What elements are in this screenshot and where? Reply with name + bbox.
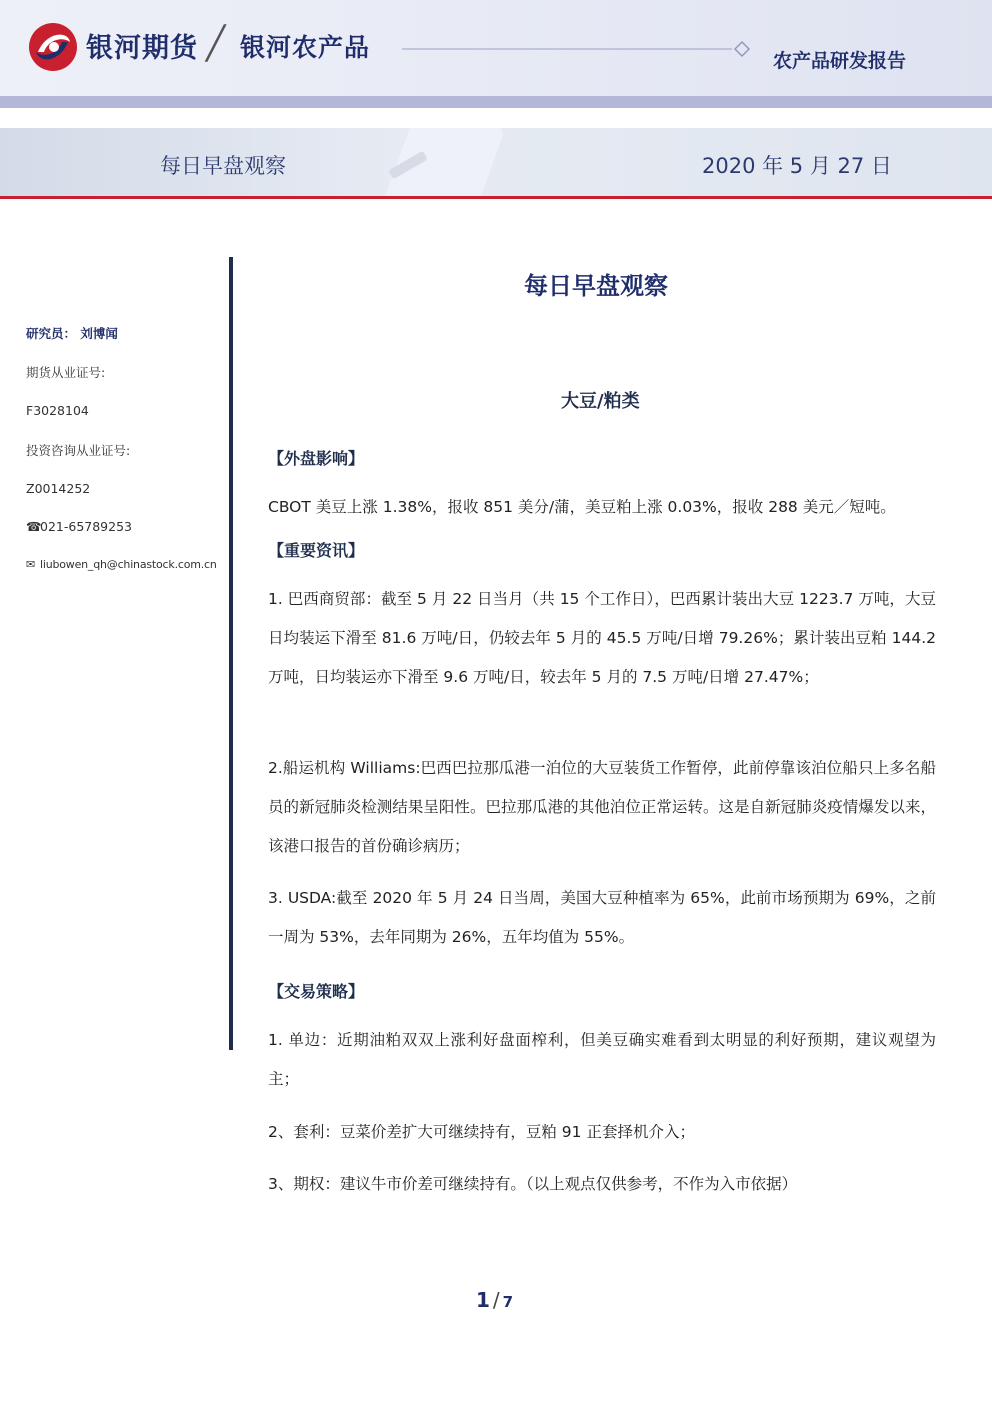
researcher-name: 研究员： 刘博闻 bbox=[26, 326, 118, 341]
page-number bbox=[476, 1288, 513, 1312]
section-title: 大豆/粕类 bbox=[561, 391, 640, 412]
tag-external-impact: 【外盘影响】 bbox=[268, 449, 365, 468]
tag-key-news: 【重要资讯】 bbox=[268, 541, 365, 560]
strategy-item-1: 1. 单边：近期油粕双双上涨利好盘面榨利，但美豆确实难看到太明显的利好预期，建议观望为主； bbox=[268, 1031, 936, 1088]
external-impact-text: CBOT 美豆上涨 1.38%，报收 851 美分/蒲，美豆粕上涨 0.03%，报收 288 美元／短吨。 bbox=[268, 498, 896, 516]
report-title: 每日早盘观察 bbox=[524, 272, 668, 300]
email-line bbox=[26, 558, 217, 571]
news-item-3: 3. USDA:截至 2020 年 5 月 24 日当周，美国大豆种植率为 65%，此前市场预期为 69%，之前一周为 53%，去年同期为 26%，五年均值为 55%。 bbox=[268, 889, 936, 946]
license-label: 期货从业证号: bbox=[26, 365, 106, 380]
page-separator: / bbox=[492, 1288, 500, 1312]
license-number: F3028104 bbox=[26, 403, 89, 418]
email-address: liubowen_qh@chinastock.com.cn bbox=[40, 558, 217, 571]
report-type: 农产品研发报告 bbox=[773, 50, 907, 72]
current-page: 1 bbox=[476, 1288, 490, 1312]
phone-icon: ☎ bbox=[26, 519, 42, 534]
header-bar bbox=[0, 0, 992, 96]
decorative-line bbox=[402, 40, 752, 60]
red-divider bbox=[0, 196, 992, 199]
total-pages: 7 bbox=[502, 1293, 514, 1311]
banner-title: 每日早盘观察 bbox=[160, 154, 286, 178]
sidebar-divider bbox=[229, 257, 233, 1050]
banner-decoration bbox=[340, 128, 540, 196]
banner-date: 2020 年 5 月 27 日 bbox=[702, 154, 892, 178]
consult-number: Z0014252 bbox=[26, 481, 91, 496]
strategy-item-2: 2、套利：豆菜价差扩大可继续持有，豆粕 91 正套择机介入； bbox=[268, 1123, 695, 1141]
brand-name: 银河期货 bbox=[86, 33, 198, 64]
news-item-2: 2.船运机构 Williams:巴西巴拉那瓜港一泊位的大豆装货工作暂停，此前停靠该泊位船只上多名船员的新冠肺炎检测结果呈阳性。巴拉那瓜港的其他泊位正常运转。这是自新冠肺炎疫情爆发以来，该港口报告的首份确诊病历； bbox=[268, 759, 936, 855]
news-item-1: 1. 巴西商贸部：截至 5 月 22 日当月（共 15 个工作日），巴西累计装出大豆 1223.7 万吨，大豆日均装运下滑至 81.6 万吨/日，仍较去年 5 月的 45.5 万吨/日增 79.26%；累计装出豆粕 144.2 万吨，日均装运亦下滑至 9.6 万吨/日，较去年 5 月的 7.5 万吨/日增 27.47%； bbox=[268, 590, 936, 686]
brand-subname: 银河农产品 bbox=[240, 33, 371, 62]
consult-label: 投资咨询从业证号: bbox=[26, 443, 131, 458]
strategy-item-3: 3、期权：建议牛市价差可继续持有。（以上观点仅供参考，不作为入市依据） bbox=[268, 1175, 798, 1193]
brand-divider: ╱ bbox=[206, 24, 226, 62]
phone-line bbox=[26, 519, 132, 534]
header-band bbox=[0, 96, 992, 108]
galaxy-futures-logo-icon bbox=[28, 22, 78, 72]
mail-icon: ✉ bbox=[26, 558, 36, 571]
phone-number: 021-65789253 bbox=[40, 519, 132, 534]
tag-trading-strategy: 【交易策略】 bbox=[268, 982, 365, 1001]
